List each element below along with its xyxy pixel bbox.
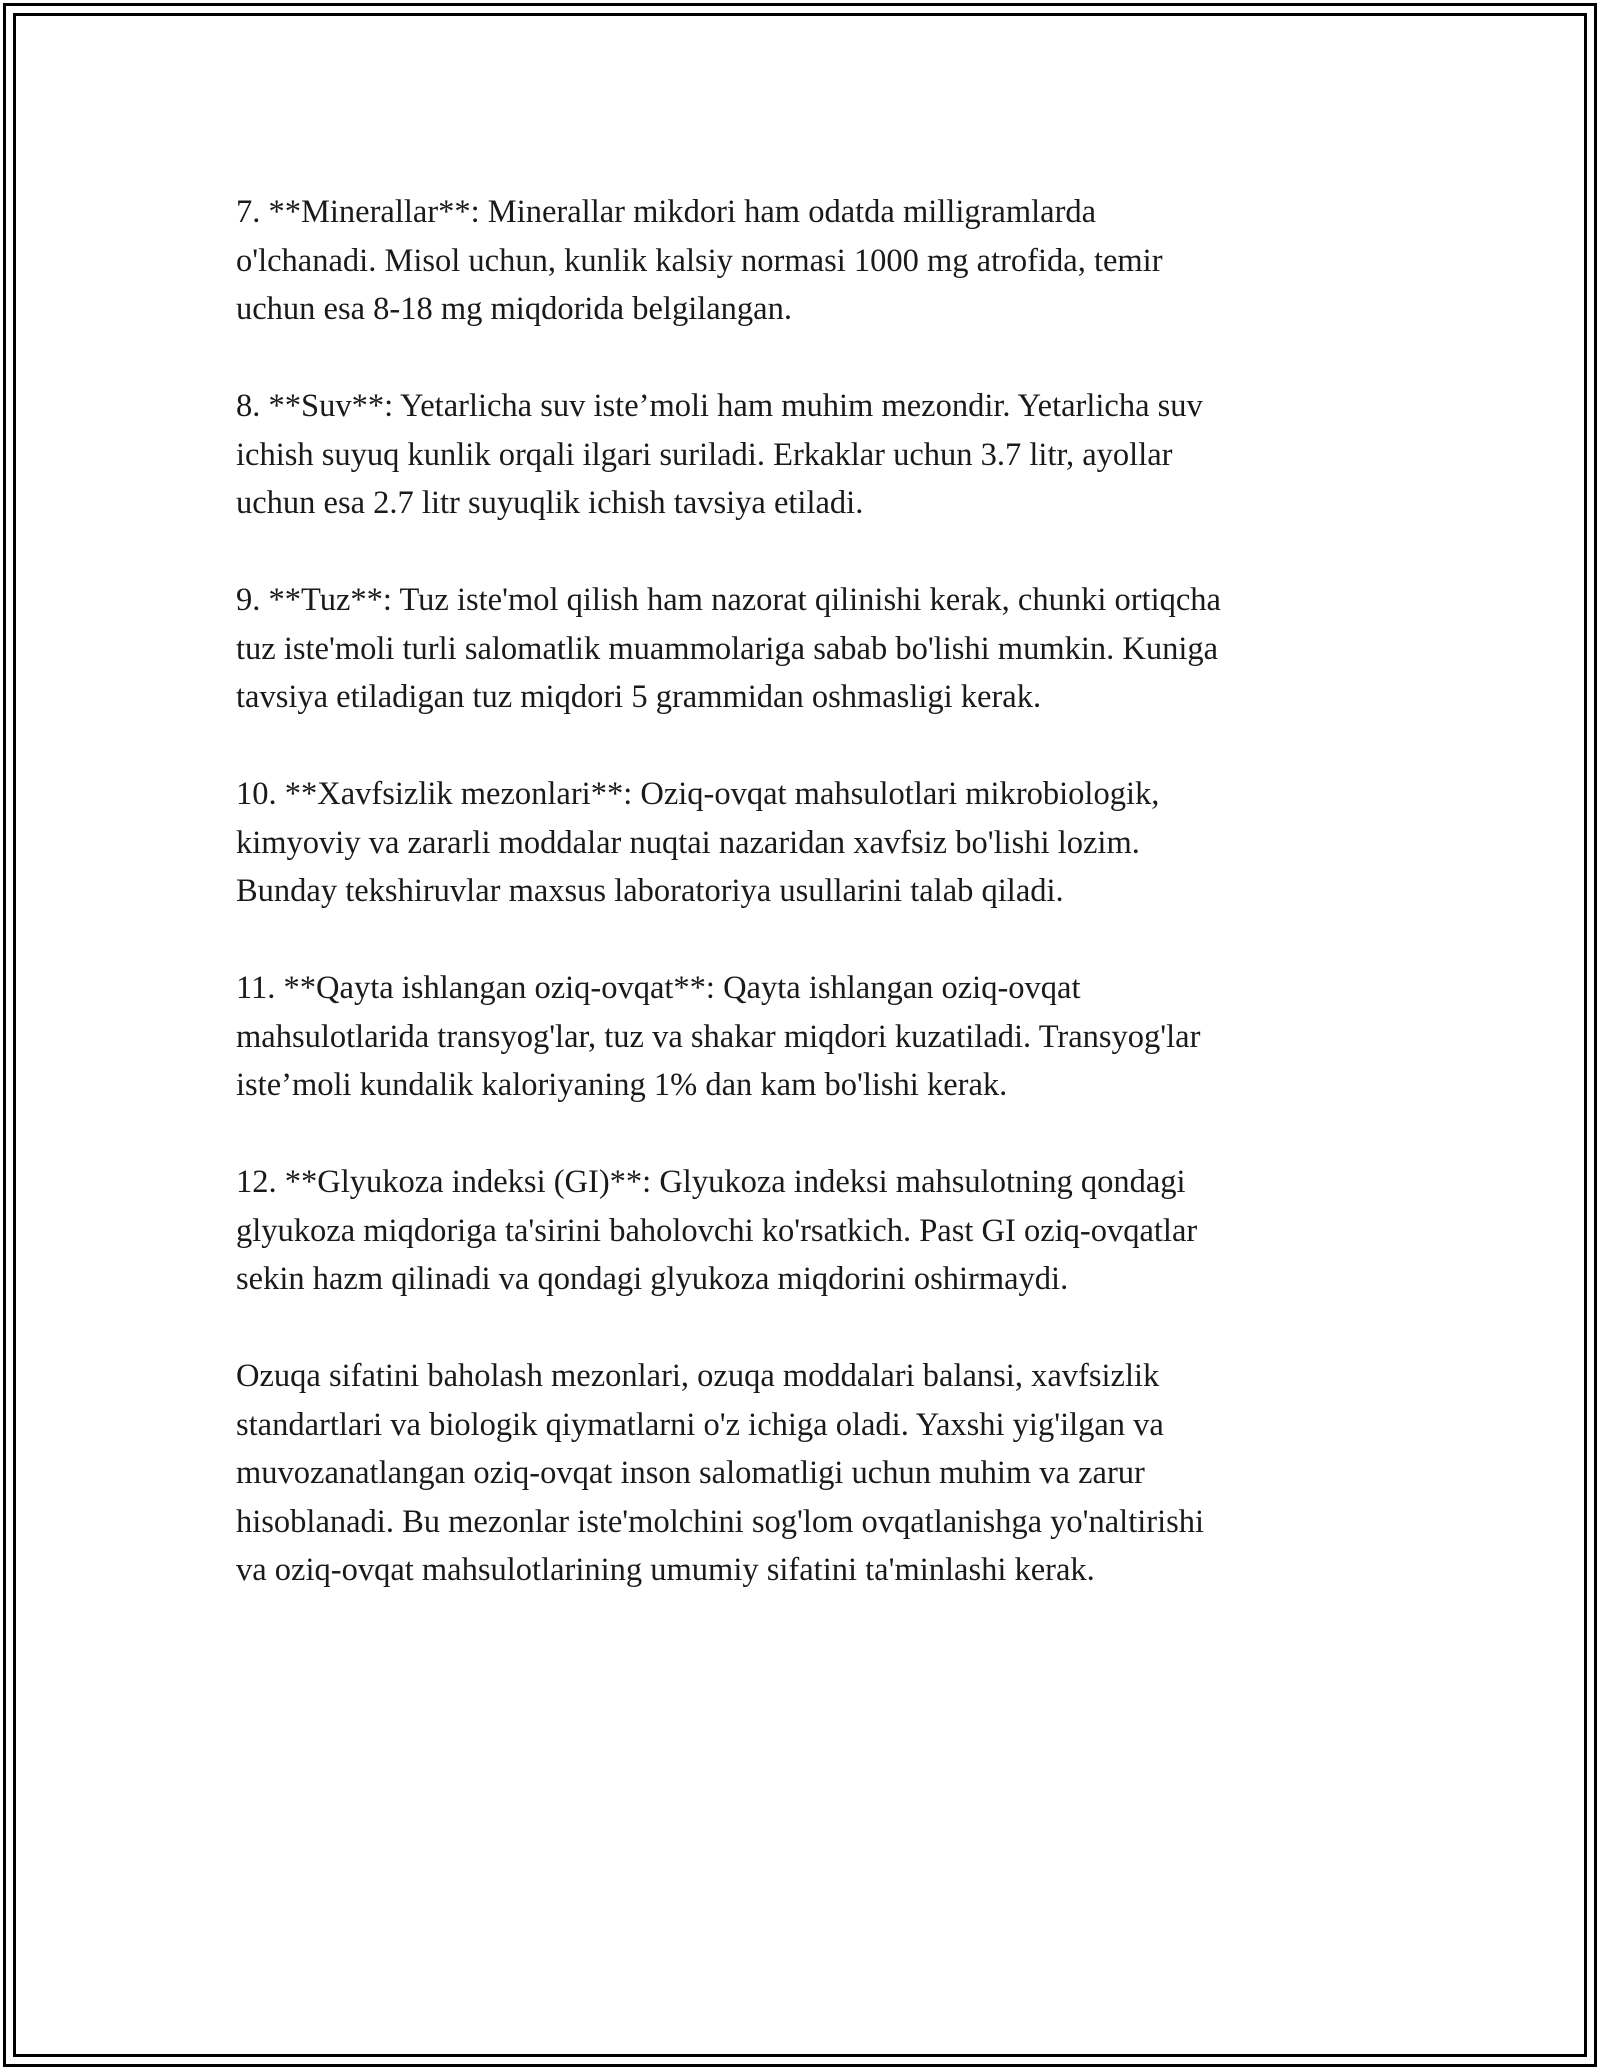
paragraph [236,964,1356,1110]
paragraph [236,382,1356,528]
text-line: mahsulotlarida transyog'lar, tuz va shakar miqdori kuzatiladi. Transyog'lar [236,1018,1201,1055]
text-line: Bunday tekshiruvlar maxsus laboratoriya usullarini talab qiladi. [236,873,1064,909]
text-line: 11. **Qayta ishlangan oziq-ovqat**: Qayta ishlangan oziq-ovqat [236,970,1081,1006]
text-line: Ozuqa sifatini baholash mezonlari, ozuqa moddalari balansi, xavfsizlik [236,1358,1160,1394]
text-line: uchun esa 8-18 mg miqdorida belgilangan. [236,291,792,327]
paragraph [236,1352,1356,1595]
text-line: kimyoviy va zararli moddalar nuqtai nazaridan xavfsiz bo'lishi lozim. [236,824,1140,861]
text-line: tavsiya etiladigan tuz miqdori 5 grammidan oshmasligi kerak. [236,679,1042,715]
paragraph [236,770,1356,916]
text-line: uchun esa 2.7 litr suyuqlik ichish tavsiya etiladi. [236,485,864,521]
text-line: hisoblanadi. Bu mezonlar iste'molchini sog'lom ovqatlanishga yo'naltirishi [236,1503,1205,1540]
text-line: glyukoza miqdoriga ta'sirini baholovchi ko'rsatkich. Past GI oziq-ovqatlar [236,1212,1198,1249]
text-line: 12. **Glyukoza indeksi (GI)**: Glyukoza indeksi mahsulotning qondagi [236,1164,1186,1200]
paragraph [236,1158,1356,1304]
text-line: sekin hazm qilinadi va qondagi glyukoza miqdorini oshirmaydi. [236,1261,1069,1297]
text-line: muvozanatlangan oziq-ovqat inson salomatligi uchun muhim va zarur [236,1455,1145,1491]
paragraph [236,188,1356,334]
text-line: ichish suyuq kunlik orqali ilgari suriladi. Erkaklar uchun 3.7 litr, ayollar [236,436,1173,473]
document-body [236,188,1356,1595]
text-line: 7. **Minerallar**: Minerallar mikdori ham odatda milligramlarda [236,194,1097,230]
text-line: 10. **Xavfsizlik mezonlari**: Oziq-ovqat mahsulotlari mikrobiologik, [236,776,1160,812]
text-line: 9. **Tuz**: Tuz iste'mol qilish ham nazorat qilinishi kerak, chunki ortiqcha [236,582,1221,618]
text-line: 8. **Suv**: Yetarlicha suv iste’moli ham muhim mezondir. Yetarlicha suv [236,388,1203,424]
text-line: iste’moli kundalik kaloriyaning 1% dan kam bo'lishi kerak. [236,1067,1008,1103]
text-line: tuz iste'moli turli salomatlik muammolariga sabab bo'lishi mumkin. Kuniga [236,630,1219,667]
text-line: va oziq-ovqat mahsulotlarining umumiy sifatini ta'minlashi kerak. [236,1552,1095,1588]
text-line: o'lchanadi. Misol uchun, kunlik kalsiy normasi 1000 mg atrofida, temir [236,242,1163,279]
text-line: standartlari va biologik qiymatlarni o'z ichiga oladi. Yaxshi yig'ilgan va [236,1406,1164,1443]
paragraph [236,576,1356,722]
